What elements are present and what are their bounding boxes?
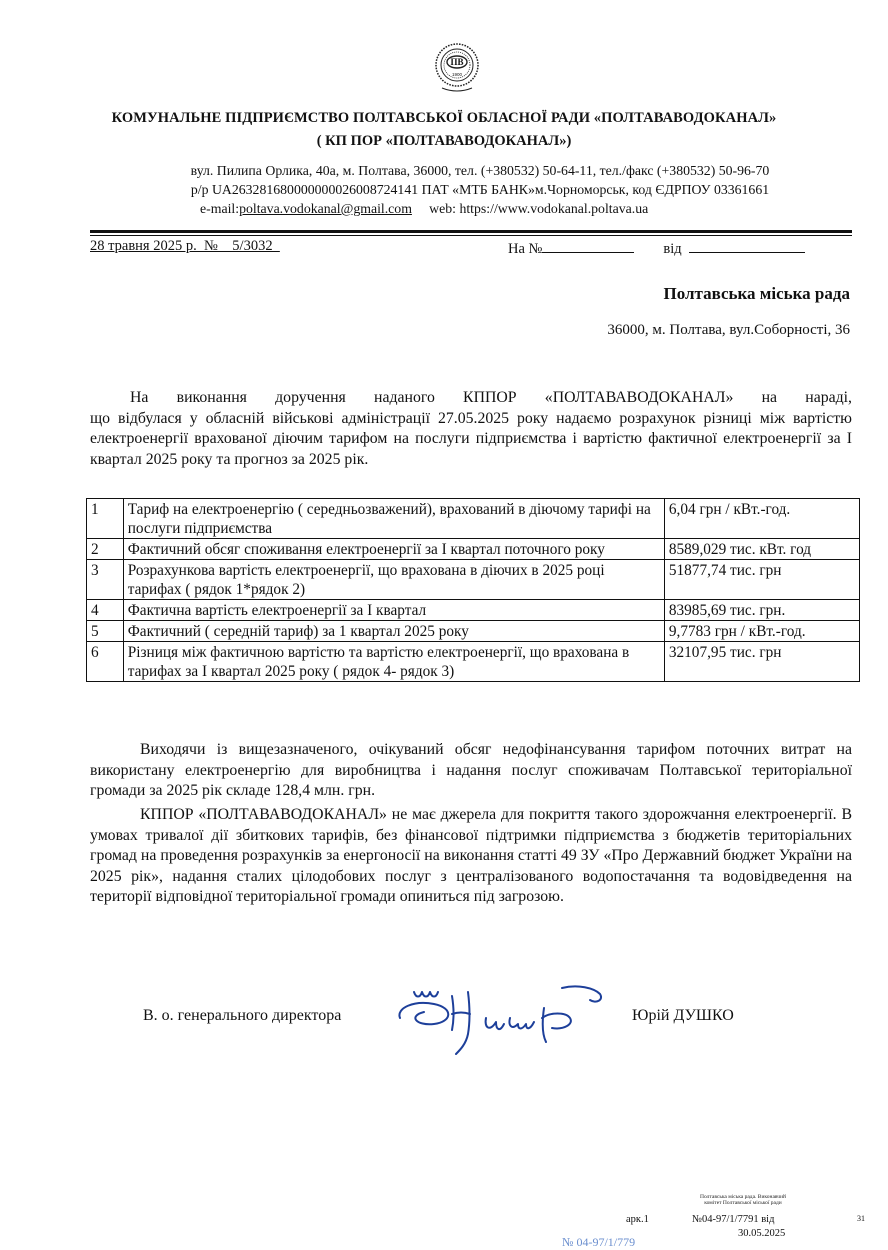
signatory-name: Юрій ДУШКО	[632, 1007, 734, 1024]
contact-bank: р/р UA263281680000000026008724141 ПАТ «МТБ БАНК»м.Чорноморськ, код ЄДРПОУ 03361661	[190, 182, 770, 197]
from-blank	[689, 238, 805, 253]
stamp-line: Полтавська міська рада. Виконавчий	[700, 1194, 786, 1200]
row-value: 83985,69 тис. грн.	[664, 600, 859, 621]
row-number: 2	[87, 539, 124, 560]
intro-rest: що відбулася у обласній військові адміністрації 27.05.2025 року надаємо розрахунок різниці між вартістю електроенергії врахованої діючим тарифом на послуги підприємства і вартістю фактичної електроенергії за І квартал 2025 року та прогноз за 2025 рік.	[90, 409, 852, 468]
table-row	[87, 621, 860, 642]
stamp-sheet: арк.1	[626, 1214, 649, 1225]
row-number: 1	[87, 499, 124, 539]
row-description: Фактична вартість електроенергії за І квартал	[123, 600, 664, 621]
company-logo	[434, 38, 480, 96]
row-value: 32107,95 тис. грн	[664, 642, 859, 682]
stamp-reg-date: 30.05.2025	[738, 1228, 786, 1239]
table-row	[87, 642, 860, 682]
email-label: e-mail:	[200, 201, 240, 216]
from-label: від	[663, 241, 682, 257]
electricity-cost-table	[86, 498, 860, 682]
contact-email-web	[200, 201, 800, 217]
row-description: Фактичний обсяг споживання електроенергії за І квартал поточного року	[123, 539, 664, 560]
table-row	[87, 499, 860, 539]
intro-paragraph	[90, 388, 852, 470]
stamp-page-mark: 31	[857, 1214, 865, 1223]
header-rule-thin	[90, 235, 852, 236]
signatory-position: В. о. генерального директора	[143, 1007, 342, 1024]
table-row	[87, 560, 860, 600]
row-description: Різниця між фактичною вартістю та вартістю електроенергії, що врахована в тарифах за І квартал 2025 року ( рядок 4- рядок 3)	[123, 642, 664, 682]
row-description: Фактичний ( середній тариф) за 1 квартал 2025 року	[123, 621, 664, 642]
stamp-line: комітет Полтавської міської ради	[704, 1200, 782, 1206]
forecast-paragraph: Виходячи із вищезазначеного, очікуваний обсяг недофінансування тарифом поточних витрат на використану електроенергію для виробництва і надання послуг споживачам Полтавської територіальної громади за 2025 рік складе 128,4 млн. грн.	[90, 741, 852, 799]
row-description: Тариф на електроенергію ( середньозважений), врахований в діючому тарифі на послуги підприємства	[123, 499, 664, 539]
in-reply-blank	[542, 238, 634, 253]
conclusion-paragraph: КППОР «ПОЛТАВАВОДОКАНАЛ» не має джерела для покриття такого здорожчання електроенергії. В умовах тривалої дії збиткових тарифів, без фінансової підтримки підприємства з бюджетів територіальних громад на проведення розрахунків за енергоносії на виконання статті 49 ЗУ «Про Державний бюджет України на 2025 рік», надання сталих цілодобових послуг з централізованого водопостачання та водовідведення на території відповідної територіальної громади опиниться під загрозою.	[90, 806, 852, 905]
row-value: 6,04 грн / кВт.-год.	[664, 499, 859, 539]
row-number: 5	[87, 621, 124, 642]
row-value: 51877,74 тис. грн	[664, 560, 859, 600]
in-reply-label: На №	[508, 241, 543, 257]
row-number: 4	[87, 600, 124, 621]
org-short-name: ( КП ПОР «ПОЛТАВАВОДОКАНАЛ»)	[316, 133, 572, 149]
stamp-reg-number: №04-97/1/7791 від	[692, 1214, 775, 1225]
row-number: 3	[87, 560, 124, 600]
web-link[interactable]: web: https://www.vodokanal.poltava.ua	[411, 201, 649, 216]
outgoing-date-number: 28 травня 2025 р. № 5/3032	[90, 238, 280, 254]
row-number: 6	[87, 642, 124, 682]
table-row	[87, 539, 860, 560]
scan-number: № 04-97/1/779	[562, 1235, 636, 1249]
recipient-name: Полтавська міська рада	[663, 284, 850, 303]
recipient-address: 36000, м. Полтава, вул.Соборності, 36	[607, 322, 850, 338]
intro-first-line: На виконання доручення наданого КППОР «ПОЛТАВАВОДОКАНАЛ» на нараді,	[130, 389, 852, 406]
handwritten-signature	[394, 978, 606, 1056]
registration-stamp-header	[663, 1194, 823, 1206]
logo-monogram: ПВ	[450, 57, 464, 67]
org-name: КОМУНАЛЬНЕ ПІДПРИЄМСТВО ПОЛТАВСЬКОЇ ОБЛАСНОЇ РАДИ «ПОЛТАВАВОДОКАНАЛ»	[111, 110, 777, 126]
incoming-reference	[508, 238, 805, 258]
row-description: Розрахункова вартість електроенергії, що врахована в діючих в 2025 році тарифах ( рядок 1*рядок 2)	[123, 560, 664, 600]
contact-address: вул. Пилипа Орлика, 40а, м. Полтава, 36000, тел. (+380532) 50-64-11, тел./факс (+380532) 50-96-70	[190, 163, 770, 178]
table-row	[87, 600, 860, 621]
email-link[interactable]: poltava.vodokanal@gmail.com	[239, 201, 412, 216]
row-value: 9,7783 грн / кВт.-год.	[664, 621, 859, 642]
logo-year: 1900	[451, 72, 463, 77]
header-rule-thick	[90, 230, 852, 233]
row-value: 8589,029 тис. кВт. год	[664, 539, 859, 560]
